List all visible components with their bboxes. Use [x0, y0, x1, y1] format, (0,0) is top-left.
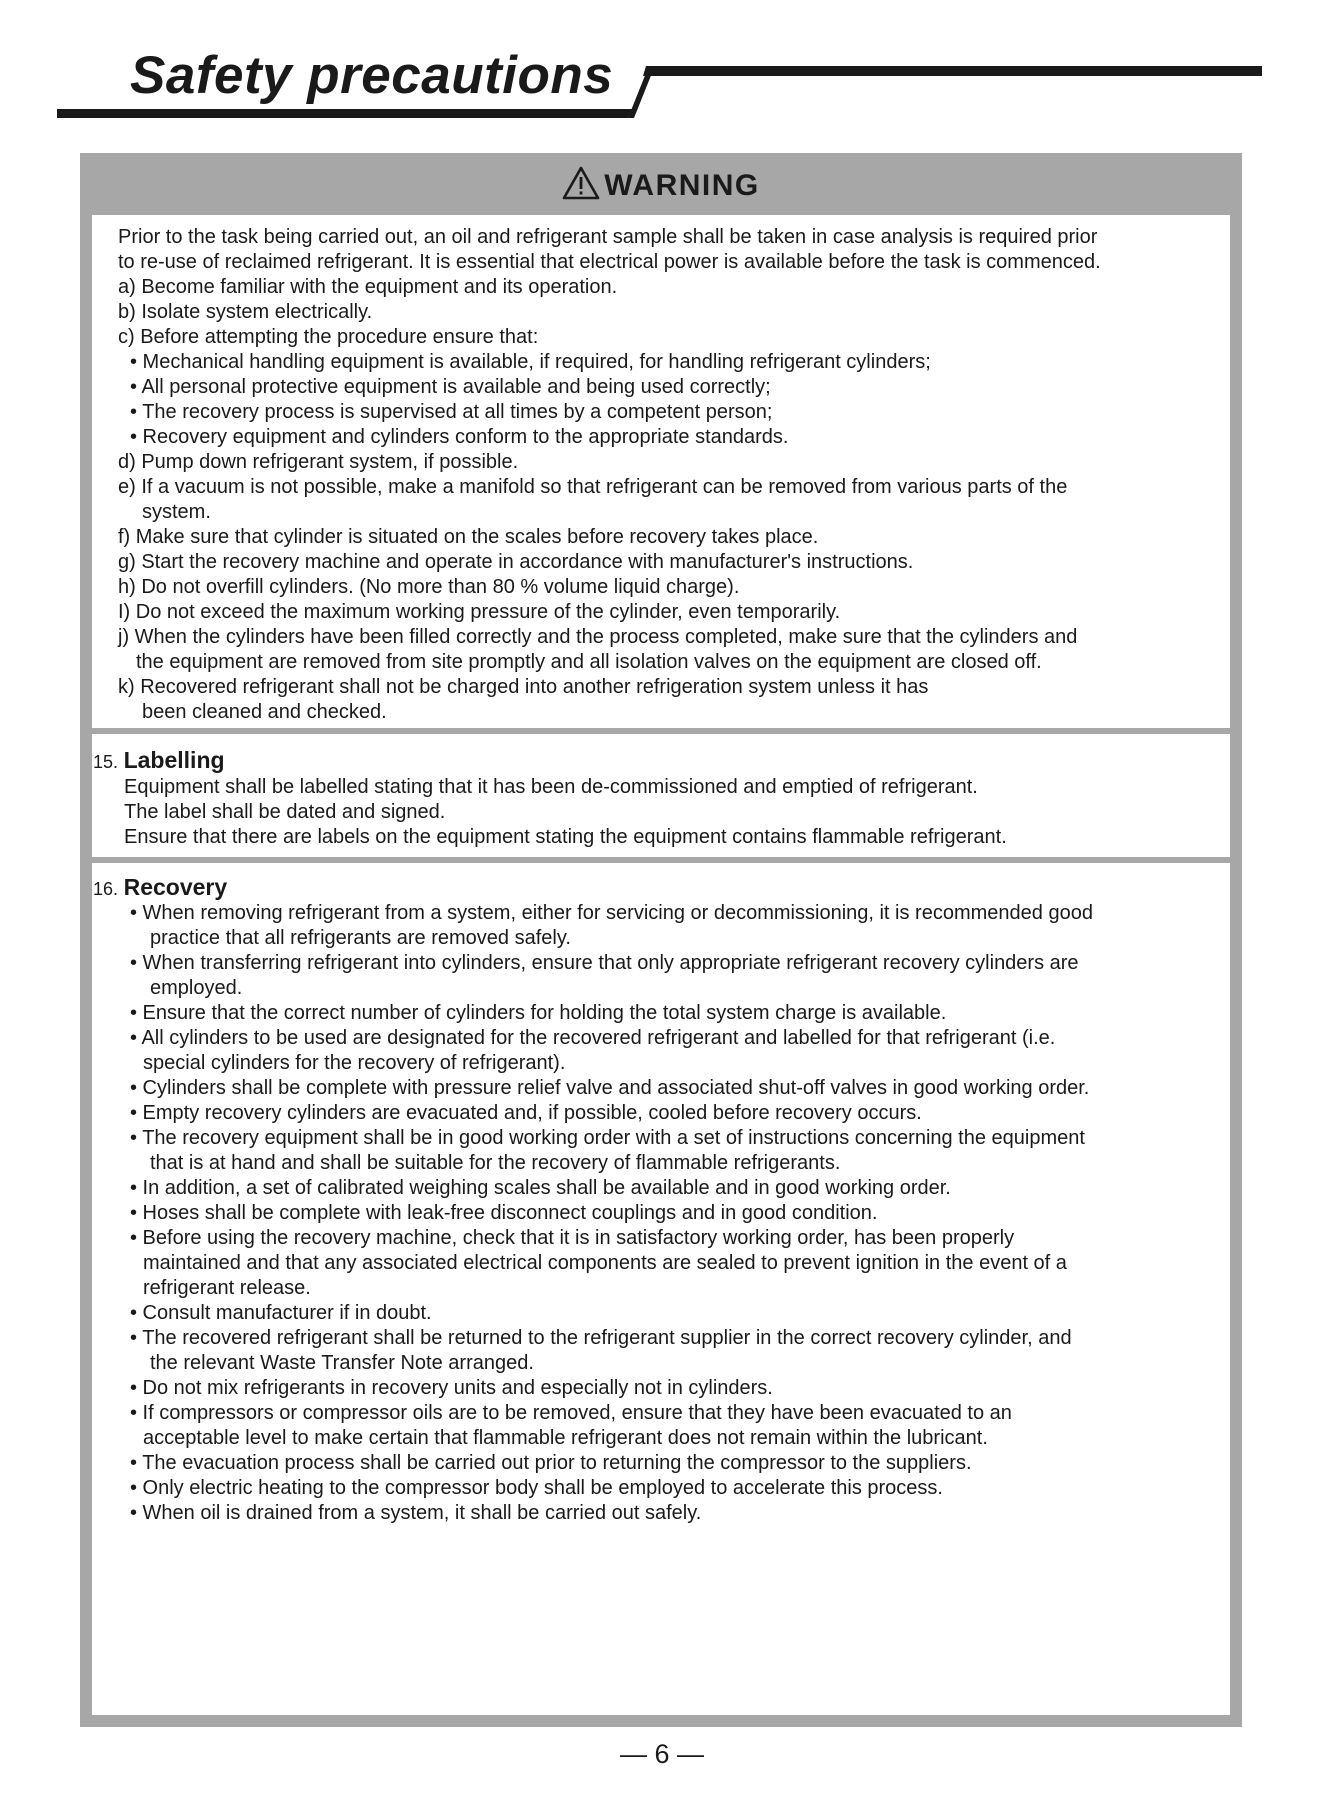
warning-label: WARNING — [604, 169, 760, 202]
recovery-line: • When transferring refrigerant into cylinders, ensure that only appropriate refrigerant recovery cylinders are — [130, 952, 1079, 974]
recovery-line: • Consult manufacturer if in doubt. — [130, 1302, 432, 1324]
warning-line: j) When the cylinders have been filled correctly and the process completed, make sure that the cylinders and — [118, 626, 1078, 648]
warning-line: • The recovery process is supervised at all times by a competent person; — [130, 401, 773, 423]
recovery-line: • The evacuation process shall be carried out prior to returning the compressor to the suppliers. — [130, 1452, 972, 1474]
recovery-line: • Cylinders shall be complete with pressure relief valve and associated shut-off valves in good working order. — [130, 1077, 1090, 1099]
warning-line: g) Start the recovery machine and operate in accordance with manufacturer's instructions. — [118, 551, 914, 573]
recovery-line: • If compressors or compressor oils are to be removed, ensure that they have been evacuated to an — [130, 1402, 1012, 1424]
warning-line: b) Isolate system electrically. — [118, 301, 373, 323]
warning-line: system. — [142, 501, 211, 523]
recovery-line: • Ensure that the correct number of cylinders for holding the total system charge is available. — [130, 1002, 947, 1024]
recovery-line: practice that all refrigerants are removed safely. — [150, 927, 571, 949]
recovery-line: • Do not mix refrigerants in recovery units and especially not in cylinders. — [130, 1377, 773, 1399]
page-title: Safety precautions — [130, 46, 614, 105]
labelling-line: The label shall be dated and signed. — [124, 801, 446, 823]
recovery-line: employed. — [150, 977, 243, 999]
recovery-line: • Hoses shall be complete with leak-free disconnect couplings and in good condition. — [130, 1202, 878, 1224]
warning-triangle-icon — [562, 166, 600, 200]
recovery-line: the relevant Waste Transfer Note arranged. — [150, 1352, 534, 1374]
warning-line: • Recovery equipment and cylinders conform to the appropriate standards. — [130, 426, 789, 448]
warning-line: • Mechanical handling equipment is available, if required, for handling refrigerant cylinders; — [130, 351, 931, 373]
warning-line: • All personal protective equipment is available and being used correctly; — [130, 376, 771, 398]
recovery-line: • In addition, a set of calibrated weighing scales shall be available and in good working order. — [130, 1177, 951, 1199]
recovery-line: that is at hand and shall be suitable for the recovery of flammable refrigerants. — [150, 1152, 841, 1174]
warning-line: f) Make sure that cylinder is situated on the scales before recovery takes place. — [118, 526, 819, 548]
recovery-line: • All cylinders to be used are designated for the recovered refrigerant and labelled for that refrigerant (i.e. — [130, 1027, 1056, 1049]
recovery-line: maintained and that any associated electrical components are sealed to prevent ignition in the event of a — [143, 1252, 1067, 1274]
section-number: 15. — [93, 752, 119, 772]
warning-line: h) Do not overfill cylinders. (No more than 80 % volume liquid charge). — [118, 576, 740, 598]
labelling-line: Ensure that there are labels on the equipment stating the equipment contains flammable refrigerant. — [124, 826, 1007, 848]
section-title: Labelling — [123, 747, 225, 773]
warning-line: Prior to the task being carried out, an oil and refrigerant sample shall be taken in case analysis is required prior — [118, 226, 1098, 248]
recovery-line: acceptable level to make certain that flammable refrigerant does not remain within the lubricant. — [143, 1427, 988, 1449]
recovery-line: • When oil is drained from a system, it shall be carried out safely. — [130, 1502, 702, 1524]
warning-line: e) If a vacuum is not possible, make a manifold so that refrigerant can be removed from various parts of the — [118, 476, 1068, 498]
recovery-line: • When removing refrigerant from a system, either for servicing or decommissioning, it is recommended good — [130, 902, 1093, 924]
warning-line: I) Do not exceed the maximum working pressure of the cylinder, even temporarily. — [118, 601, 841, 623]
recovery-line: special cylinders for the recovery of refrigerant). — [143, 1052, 566, 1074]
warning-line: a) Become familiar with the equipment and its operation. — [118, 276, 618, 298]
section-heading-recovery — [93, 874, 227, 902]
warning-line: k) Recovered refrigerant shall not be charged into another refrigeration system unless it has — [118, 676, 929, 698]
warning-line: been cleaned and checked. — [142, 701, 387, 723]
warning-line: to re-use of reclaimed refrigerant. It is essential that electrical power is available before the task is commenced. — [118, 251, 1101, 273]
recovery-line: • The recovered refrigerant shall be returned to the refrigerant supplier in the correct recovery cylinder, and — [130, 1327, 1072, 1349]
recovery-line: • Empty recovery cylinders are evacuated and, if possible, cooled before recovery occurs. — [130, 1102, 922, 1124]
warning-heading — [80, 166, 1242, 204]
warning-line: c) Before attempting the procedure ensure that: — [118, 326, 539, 348]
recovery-line: • Before using the recovery machine, check that it is in satisfactory working order, has been properly — [130, 1227, 1015, 1249]
warning-line: the equipment are removed from site promptly and all isolation valves on the equipment are closed off. — [136, 651, 1042, 673]
recovery-line: refrigerant release. — [143, 1277, 311, 1299]
warning-line: d) Pump down refrigerant system, if possible. — [118, 451, 519, 473]
page-number: — 6 — — [619, 1739, 705, 1769]
section-number: 16. — [93, 879, 119, 899]
recovery-line: • The recovery equipment shall be in good working order with a set of instructions concerning the equipment — [130, 1127, 1085, 1149]
section-heading-labelling — [93, 747, 225, 775]
section-title: Recovery — [123, 874, 228, 900]
labelling-line: Equipment shall be labelled stating that it has been de-commissioned and emptied of refrigerant. — [124, 776, 978, 798]
recovery-line: • Only electric heating to the compressor body shall be employed to accelerate this process. — [130, 1477, 943, 1499]
